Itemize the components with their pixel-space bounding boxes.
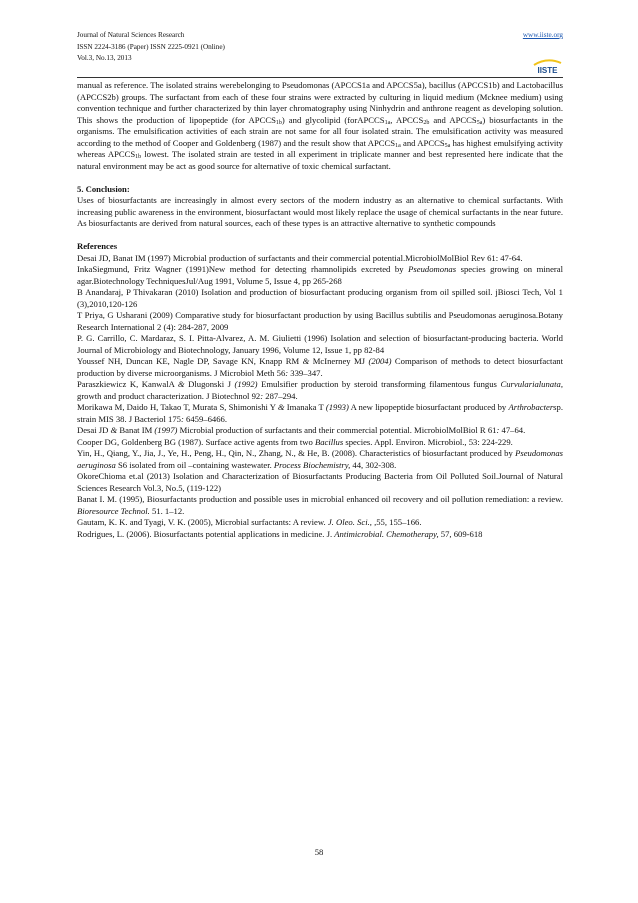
page-header — [77, 30, 563, 65]
issn-line: ISSN 2224-3186 (Paper) ISSN 2225-0921 (Online) — [77, 42, 225, 51]
reference-item: B Anandaraj, P Thivakaran (2010) Isolation and production of biosurfactant producing organism from oil spilled soil. jBiosci Tech, Vol 1 (3),2010,120-126 — [77, 287, 563, 309]
reference-item: Desai JD, Banat IM (1997) Microbial production of surfactants and their commercial potential.MicrobiolMolBiol Rev 61: 47-64. — [77, 252, 523, 263]
reference-item: Morikawa M, Daido H, Takao T, Murata S, Shimonishi Y & Imanaka T (1993) A new lipopeptide biosurfactant produced by Arthrobactersp. strain MIS 38. J Bacteriol 175: 6459–6466. — [77, 402, 563, 424]
reference-item: Yin, H., Qiang, Y., Jia, J., Ye, H., Peng, H., Qin, N., Zhang, N., & He, B. (2008). Characteristics of biosurfactant produced by Pseudomonas aeruginosa S6 isolated from oil –containing wastewater. Process Biochemistry, 44, 302-308. — [77, 448, 563, 470]
iiste-logo — [532, 56, 563, 75]
reference-item: InkaSiegmund, Fritz Wagner (1991)New method for detecting rhamnolipids excreted by Pseudomonas species growing on mineral agar.Biotechnology TechniquesJul/Aug 1991, Volume 5, Issue 4, pp 265-268 — [77, 264, 563, 286]
page-number: 58 — [314, 847, 324, 857]
journal-name: Journal of Natural Sciences Research — [77, 31, 185, 39]
results-paragraph: manual as reference. The isolated strains werebelonging to Pseudomonas (APCCS1a and APCCS5a), bacillus (APCCS1b) and Lactobacillus (APCCS2b) groups. The surfactant from each of these four strains were extracted by culturing in liquid medium (Mcknee medium) using convention technique and further characterized by thin layer chromatography using Ninhydrin and anthrone reagent as developing solution. This shows the production of lipopeptide (for $APCCS_{1b}$) and glycolipid (forAPCCS$_{1a}$, $APCCS_{2b}$ and $APCCS_{5a}$) biosurfactants in the organisms. The emulsification activities of each strain are not same for all four isolated strain. The emulsification activity was measured according to the method of Cooper and Goldenberg (1987) and the result show that $APCCS_{1a}$ and $APCCS_{5a}$ has highest emulsifying activity whereas $APCCS_{1b}$ lowest. The isolated strain are tested in all experiment in triplicate manner and best represented here indicate that the natural environment may be act as good source for alternative of toxic chemical surfactant. — [77, 80, 564, 171]
reference-item: Cooper DG, Goldenberg BG (1987). Surface active agents from two Bacillus species. Appl. Environ. Microbiol., 53: 224-229. — [77, 436, 513, 447]
reference-item: Paraszkiewicz K, KanwalA & Dlugonski J (1992) Emulsifier production by steroid transforming filamentous fungus Curvularialunata, growth and product characterization. J Biotechnol 92: 287–294. — [77, 379, 563, 401]
volume-line: Vol.3, No.13, 2013 — [77, 54, 132, 62]
reference-item: T Priya, G Usharani (2009) Comparative study for biosurfactant production by using Bacillus subtilis and Pseudomonas aeruginosa.Botany Research International 2 (4): 284-287, 2009 — [77, 310, 563, 332]
reference-item: Desai JD & Banat IM (1997) Microbial production of surfactants and their commercial potential. MicrobiolMolBiol R 61: 47–64. — [77, 425, 526, 435]
reference-item: Gautam, K. K. and Tyagi, V. K. (2005), Microbial surfactants: A review. J. Oleo. Sci., ,55, 155–166. — [77, 517, 422, 527]
reference-item: P. G. Carrillo, C. Mardaraz, S. I. Pitta-Alvarez, A. M. Giulietti (1996) Isolation and selection of biosurfactant-producing bacteria. World Journal of Microbiology and Biotechnology, January 1996, Volume 12, Issue 1, pp 82-84 — [77, 333, 563, 355]
reference-item: Banat I. M. (1995), Biosurfactants production and possible uses in microbial enhanced oil recovery and oil pollution remediation: a review. Bioresource Technol. 51. 1–12. — [77, 494, 563, 516]
page-body — [77, 80, 563, 540]
reference-item: OkoreChioma et.al (2013) Isolation and Characterization of Biosurfactants Producing Bacteria from Oil Polluted Soil.Journal of Natural Sciences Research Vol.3, No.5, (119-122) — [77, 471, 563, 493]
reference-item: Youssef NH, Duncan KE, Nagle DP, Savage KN, Knapp RM & McInerney MJ (2004) Comparison of methods to detect biosurfactant production by diverse microorganisms. J Microbiol Meth 56: 339–347. — [77, 356, 563, 378]
reference-item: Rodrigues, L. (2006). Biosurfactants potential applications in medicine. J. Antimicrobial. Chemotherapy, 57, 609-618 — [77, 528, 483, 539]
header-rule — [77, 77, 563, 78]
conclusion-heading: 5. Conclusion: — [77, 183, 130, 194]
svg-text:IISTE: IISTE — [537, 66, 558, 75]
references-heading: References — [77, 241, 118, 251]
conclusion-paragraph: Uses of biosurfactants are increasingly in almost every sectors of the modern industry as an alternative to chemical surfactants. With increasing public awareness in the environment, biosurfactant would most likely replace the usage of chemical surfactants in the near future. As biosurfactants are derived from natural sources, each of these types is an attractive alternative to synthetic compounds — [77, 195, 563, 228]
journal-url-link[interactable]: www.iiste.org — [522, 31, 563, 39]
